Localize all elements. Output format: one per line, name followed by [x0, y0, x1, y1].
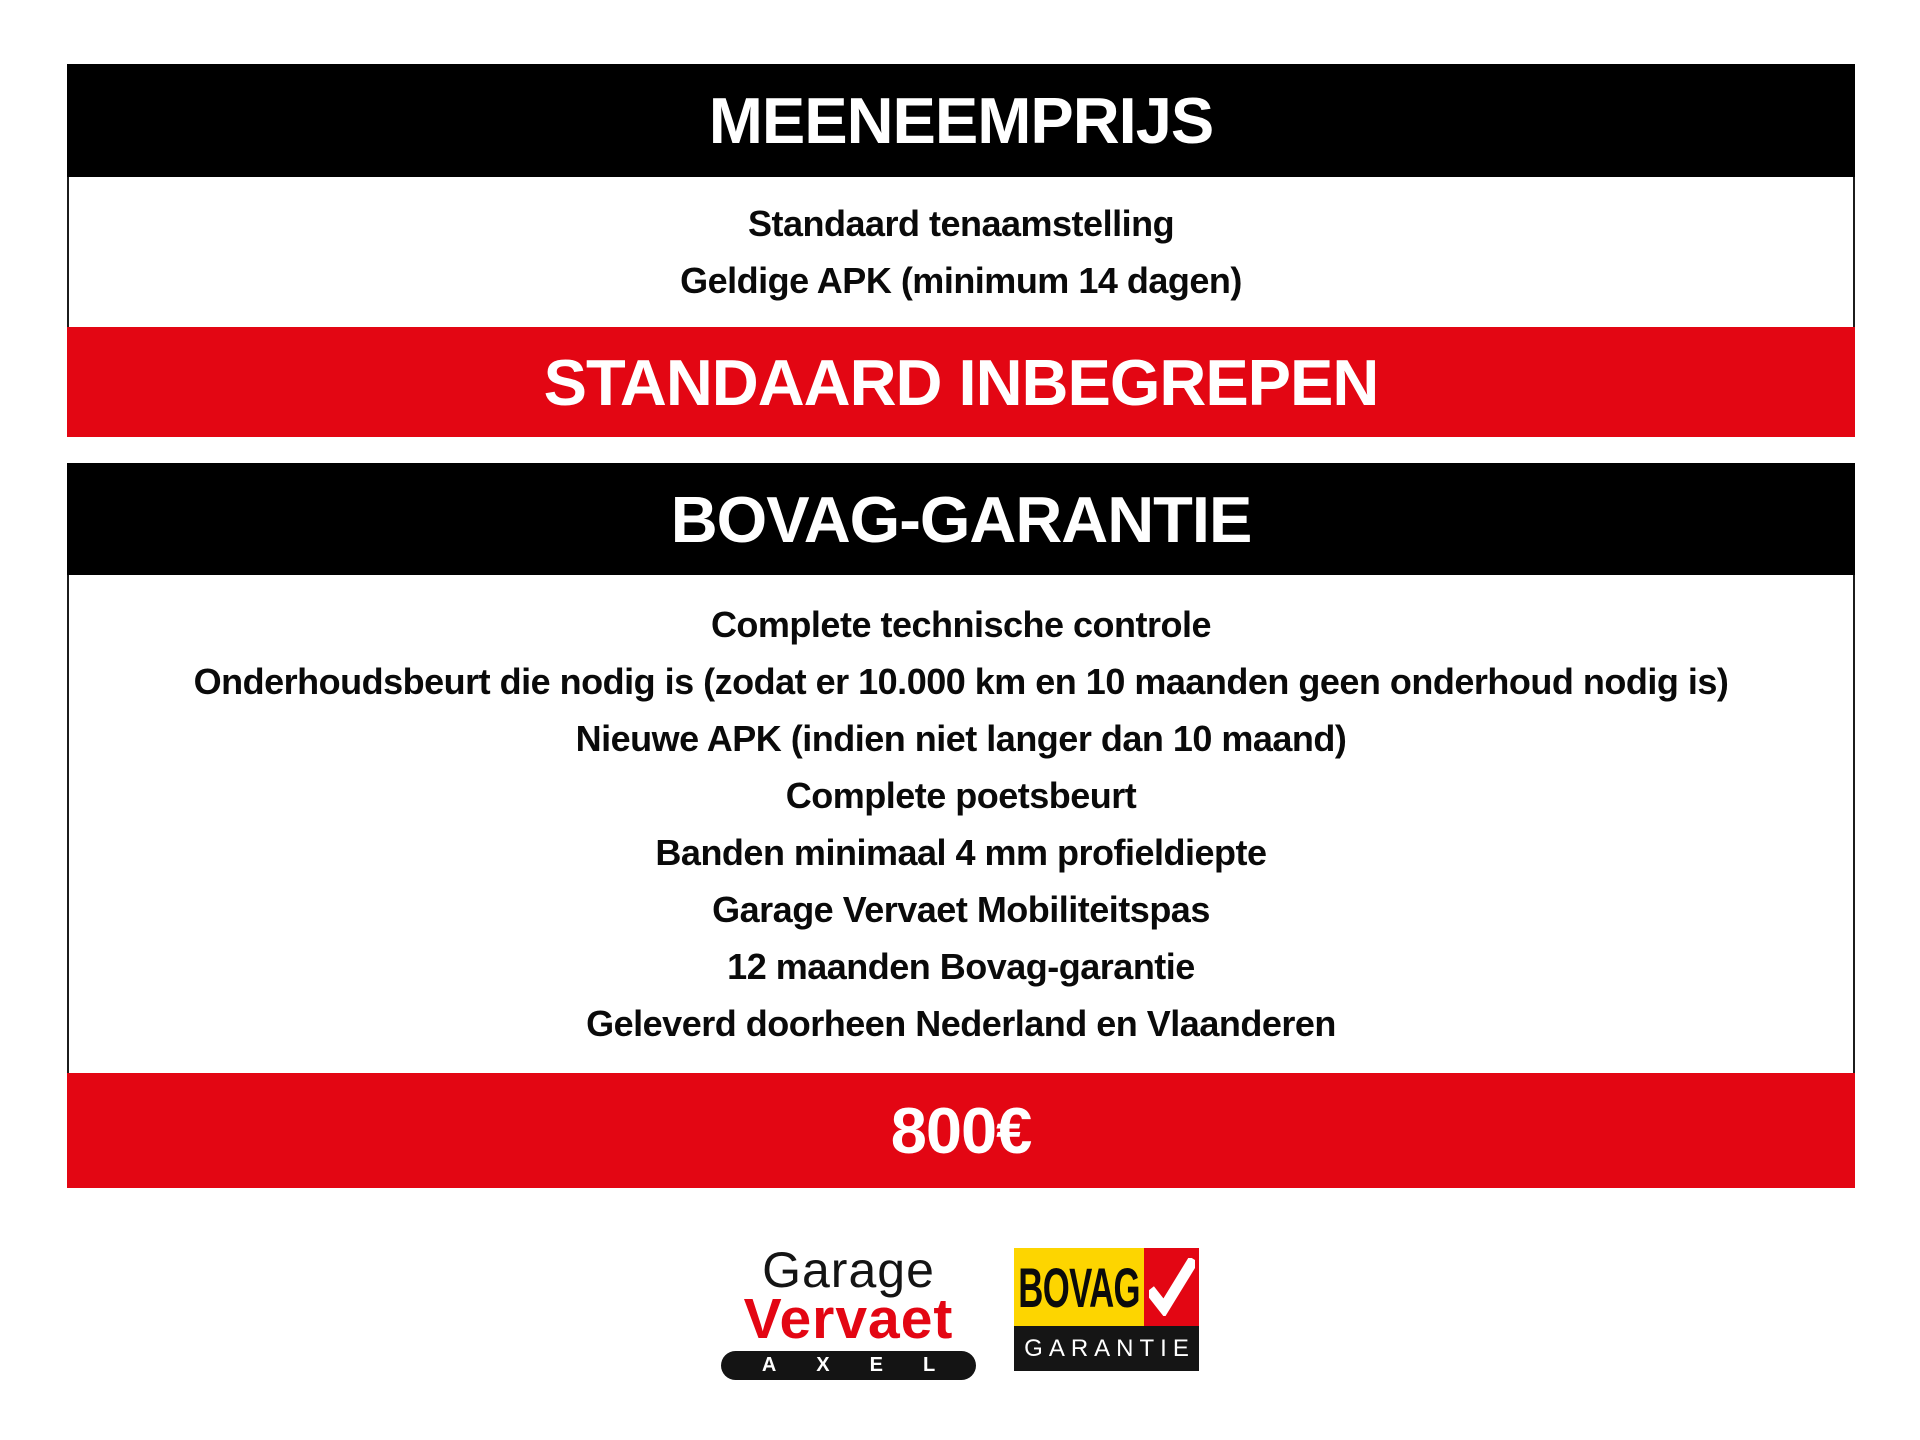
meeneemprijs-items-box: [67, 177, 1855, 327]
footer-logos: [0, 1242, 1920, 1380]
garage-logo-axel-text: AXEL: [761, 1354, 976, 1376]
bovag-garantie-logo: [1014, 1248, 1199, 1371]
bovag-logo-red-panel: [1144, 1248, 1199, 1326]
bovag-garantie-item: Onderhoudsbeurt die nodig is (zodat er 10.000 km en 10 maanden geen onderhoud nodig is): [193, 661, 1729, 702]
meeneemprijs-item: Geldige APK (minimum 14 dagen): [680, 260, 1242, 301]
bovag-logo-yellow-panel: [1014, 1248, 1144, 1326]
bovag-garantie-item: 12 maanden Bovag-garantie: [727, 946, 1195, 987]
bovag-garantie-item: Complete poetsbeurt: [785, 775, 1137, 816]
bovag-garantie-item: Garage Vervaet Mobiliteitspas: [712, 889, 1210, 930]
meeneemprijs-item: Standaard tenaamstelling: [747, 203, 1175, 244]
garage-vervaet-logo: [721, 1242, 976, 1380]
bovag-logo-word: BOVAG: [1018, 1255, 1140, 1319]
meeneemprijs-title: MEENEEMPRIJS: [708, 84, 1214, 157]
garage-logo-word-vervaet: Vervaet: [743, 1287, 954, 1351]
bovag-garantie-item: Geleverd doorheen Nederland en Vlaanderen: [586, 1003, 1336, 1044]
garage-logo-axel-badge: [721, 1351, 976, 1380]
bovag-logo-garantie-text: GARANTIE: [1024, 1334, 1195, 1362]
checkmark-icon: [1149, 1258, 1195, 1316]
bovag-garantie-title: BOVAG-GARANTIE: [670, 482, 1252, 556]
price-value: 800€: [890, 1094, 1032, 1167]
price-banner: [67, 1073, 1855, 1188]
bovag-garantie-item: Banden minimaal 4 mm profieldiepte: [655, 832, 1267, 873]
bovag-garantie-item: Nieuwe APK (indien niet langer dan 10 maand): [575, 718, 1347, 759]
bovag-garantie-items-box: [67, 575, 1855, 1073]
bovag-garantie-header-bar: [67, 463, 1855, 575]
standaard-inbegrepen-label: STANDAARD INBEGREPEN: [543, 345, 1379, 419]
bovag-logo-black-band: [1014, 1326, 1199, 1371]
price-card: [67, 64, 1855, 1188]
standaard-inbegrepen-banner: [67, 327, 1855, 437]
section-divider-gap: [67, 437, 1855, 463]
garage-logo-word-garage: Garage: [762, 1242, 935, 1298]
meeneemprijs-header-bar: [67, 64, 1855, 177]
bovag-garantie-item: Complete technische controle: [710, 604, 1212, 645]
